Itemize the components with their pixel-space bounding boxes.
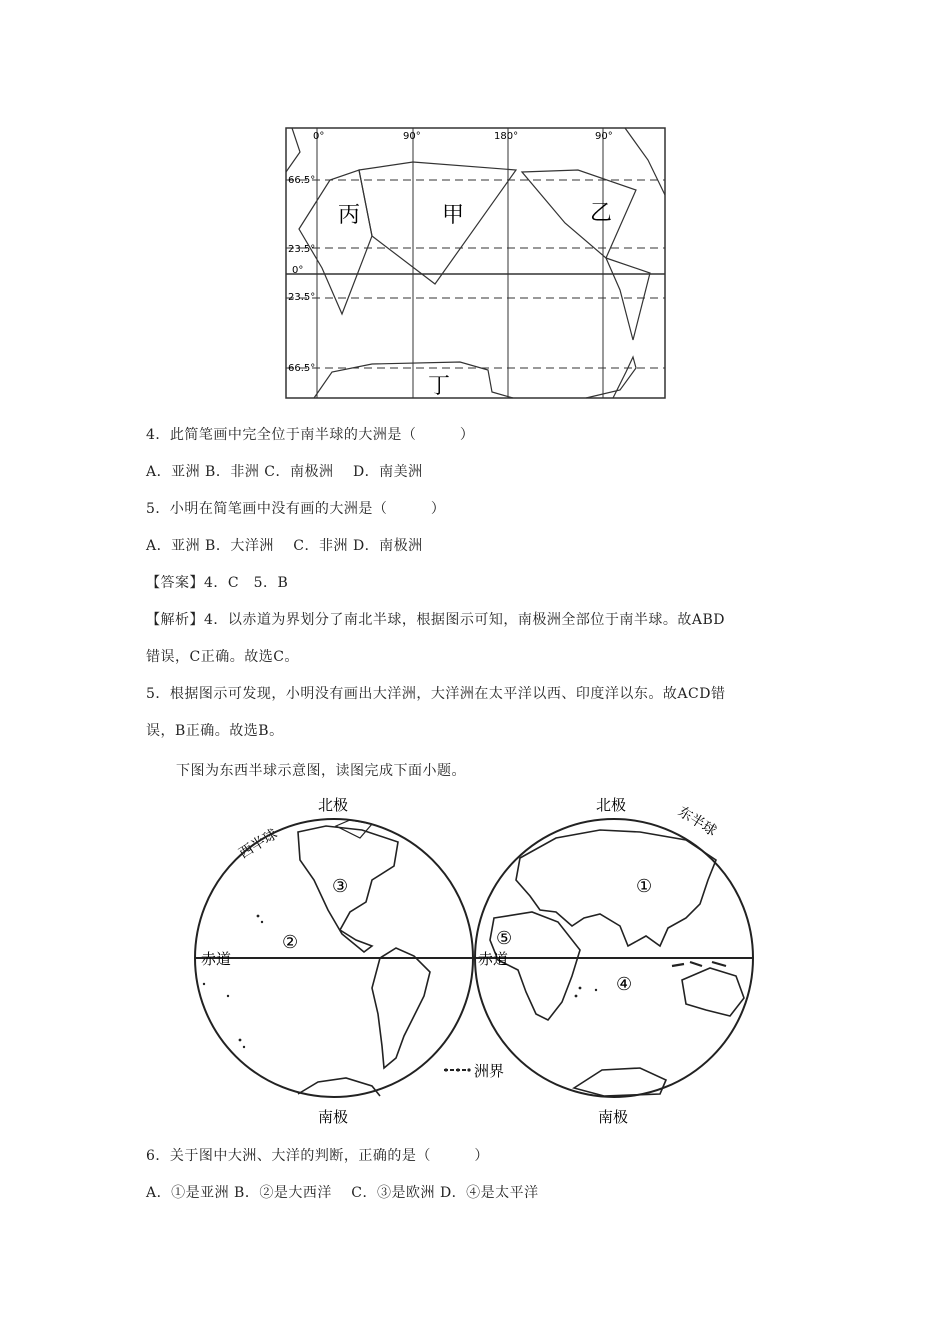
analysis-4-line1: 【解析】4．以赤道为界划分了南北半球，根据图示可知，南极洲全部位于南半球。故ABD bbox=[146, 612, 726, 628]
continent-label-ding: 丁 bbox=[428, 374, 451, 399]
equator-label-east: 赤道 bbox=[478, 950, 509, 968]
answer: 【答案】4．C 5．B bbox=[146, 575, 289, 591]
analysis-5-line1: 5．根据图示可发现，小明没有画出大洋洲，大洋洲在太平洋以西、印度洋以东。故ACD错 bbox=[146, 686, 726, 702]
lat-label: 23.5° bbox=[288, 292, 316, 303]
marker-4: ④ bbox=[616, 974, 633, 995]
north-pole-label-east: 北极 bbox=[596, 796, 627, 814]
question-6: 6．关于图中大洲、大洋的判断，正确的是（ ） bbox=[146, 1148, 489, 1164]
question-4: 4．此简笔画中完全位于南半球的大洲是（ ） bbox=[146, 427, 475, 443]
intro-text: 下图为东西半球示意图，读图完成下面小题。 bbox=[176, 763, 466, 779]
lon-label: 90° bbox=[403, 131, 421, 142]
legend-label: 洲界 bbox=[474, 1062, 505, 1080]
marker-3: ③ bbox=[332, 876, 349, 897]
analysis-5-line2: 误，B正确。故选B。 bbox=[146, 723, 284, 739]
question-4-options: A．亚洲 B．非洲 C．南极洲 D．南美洲 bbox=[146, 464, 423, 480]
equator-label-west: 赤道 bbox=[201, 950, 232, 968]
lat-label: 23.5° bbox=[288, 244, 316, 255]
south-pole-label-west: 南极 bbox=[318, 1108, 349, 1126]
continent-label-yi: 乙 bbox=[590, 201, 613, 226]
question-6-options: A．①是亚洲 B．②是大西洋 C．③是欧洲 D．④是太平洋 bbox=[146, 1185, 539, 1201]
lon-label: 90° bbox=[595, 131, 613, 142]
analysis-4-line2: 错误，C正确。故选C。 bbox=[146, 649, 299, 665]
sketch-map bbox=[0, 120, 950, 400]
marker-2: ② bbox=[282, 932, 299, 953]
continent-label-jia: 甲 bbox=[442, 203, 465, 228]
question-5-options: A．亚洲 B．大洋洲 C．非洲 D．南极洲 bbox=[146, 538, 423, 554]
continent-label-bing: 丙 bbox=[338, 203, 361, 228]
east-hemisphere-label: 东半球 bbox=[675, 803, 720, 840]
north-pole-label-west: 北极 bbox=[318, 796, 349, 814]
lon-label: 0° bbox=[313, 131, 325, 142]
legend bbox=[444, 1062, 504, 1080]
west-hemisphere-label: 西半球 bbox=[236, 826, 281, 863]
lat-label: 66.5° bbox=[288, 363, 316, 374]
lat-label: 0° bbox=[292, 265, 304, 276]
marker-5: ⑤ bbox=[496, 928, 513, 949]
lon-label: 180° bbox=[494, 131, 519, 142]
south-pole-label-east: 南极 bbox=[598, 1108, 629, 1126]
marker-1: ① bbox=[636, 876, 653, 897]
question-5: 5．小明在简笔画中没有画的大洲是（ ） bbox=[146, 501, 446, 517]
hemispheres-map bbox=[0, 790, 950, 1130]
lat-label: 66.5° bbox=[288, 175, 316, 186]
